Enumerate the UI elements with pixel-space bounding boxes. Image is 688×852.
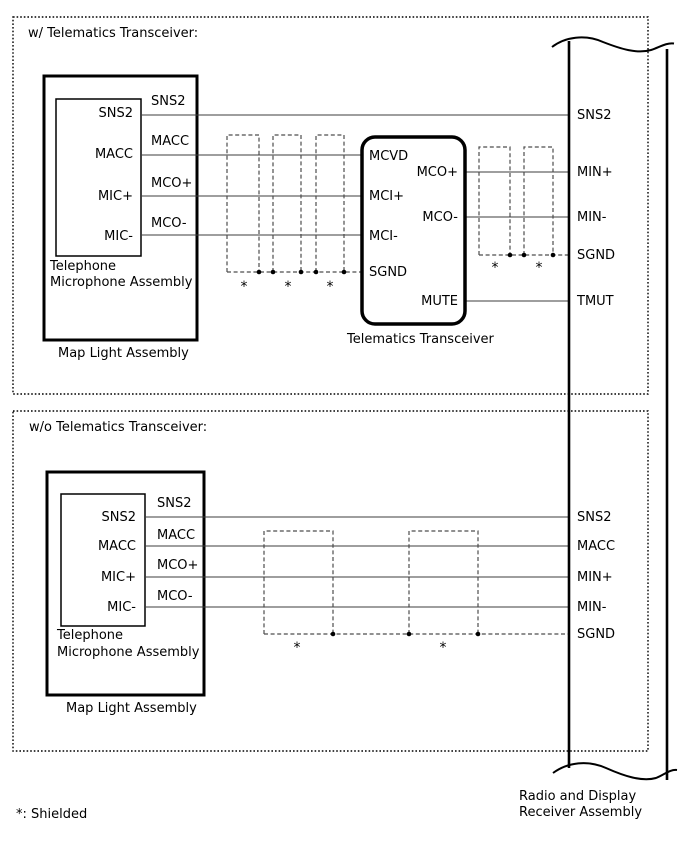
wire-label-mcoplus-top: MCO+: [151, 176, 193, 191]
transceiver-pin-mcominus: MCO-: [422, 210, 458, 225]
wire-label-mcominus-bottom: MCO-: [157, 589, 193, 604]
shield-asterisk: *: [293, 640, 301, 656]
radio-pin-minplus-bottom: MIN+: [577, 570, 613, 585]
radio-pin-minminus-bottom: MIN-: [577, 600, 607, 615]
transceiver-pin-mcoplus: MCO+: [416, 165, 458, 180]
mic-pin-micplus-top: MIC+: [97, 189, 133, 204]
wires-bottom: [145, 517, 568, 607]
wire-label-sns2-bottom: SNS2: [157, 496, 192, 511]
shield-asterisk: *: [491, 260, 499, 276]
radio-pin-sns2-top: SNS2: [577, 108, 612, 123]
radio-pin-sgnd-bottom: SGND: [577, 627, 616, 642]
wire-label-sns2-top: SNS2: [151, 94, 186, 109]
radio-pin-sgnd-top: SGND: [577, 248, 616, 263]
telephone-mic-label-line2-top: Microphone Assembly: [50, 275, 193, 290]
shield-dot: [342, 270, 347, 275]
shield-asterisk: *: [284, 279, 292, 295]
shield-dot: [551, 253, 556, 258]
shield-dot: [508, 253, 513, 258]
shield-dot: [299, 270, 304, 275]
mic-pin-macc-top: MACC: [94, 147, 133, 162]
shield-dot: [314, 270, 319, 275]
shield-asterisk: *: [326, 279, 334, 295]
radio-pin-tmut-top: TMUT: [577, 294, 614, 309]
radio-label-line1: Radio and Display: [519, 789, 637, 804]
wire-label-mcominus-top: MCO-: [151, 216, 187, 231]
transceiver-pin-mute: MUTE: [421, 294, 458, 309]
footnote-shielded: *: Shielded: [16, 807, 88, 822]
mic-pin-micplus-bottom: MIC+: [100, 570, 136, 585]
radio-break-wave-bottom: [553, 763, 677, 779]
shield-dot: [331, 632, 336, 637]
shield-asterisk: *: [535, 260, 543, 276]
map-light-label-top: Map Light Assembly: [58, 346, 189, 361]
shield-dot: [257, 270, 262, 275]
shield-dot: [476, 632, 481, 637]
shield-asterisk: *: [439, 640, 447, 656]
transceiver-pin-mcvd: MCVD: [369, 149, 409, 164]
radio-label-line2: Receiver Assembly: [519, 805, 643, 820]
wire-label-macc-bottom: MACC: [157, 528, 196, 543]
shield-group-right-top: [479, 147, 568, 255]
shield-dot: [271, 270, 276, 275]
shield-dot: [522, 253, 527, 258]
mic-pin-sns2-bottom: SNS2: [101, 510, 136, 525]
transceiver-pin-sgnd: SGND: [369, 265, 408, 280]
mic-pin-micminus-top: MIC-: [104, 229, 133, 244]
section-with-transceiver: [13, 17, 648, 394]
section-with-title: w/ Telematics Transceiver:: [28, 26, 199, 41]
shield-dot: [407, 632, 412, 637]
telephone-mic-label-line1-bottom: Telephone: [57, 628, 124, 643]
section-with-border: [13, 17, 648, 394]
radio-pin-macc-bottom: MACC: [577, 539, 616, 554]
mic-pin-macc-bottom: MACC: [97, 539, 136, 554]
wires-top: [141, 115, 568, 301]
transceiver-pin-mciminus: MCI-: [369, 229, 398, 244]
wire-label-macc-top: MACC: [151, 134, 190, 149]
radio-receiver-assembly: [519, 37, 677, 820]
shield-asterisk: *: [240, 279, 248, 295]
map-light-label-bottom: Map Light Assembly: [66, 701, 197, 716]
section-without-title: w/o Telematics Transceiver:: [29, 420, 208, 435]
telephone-mic-label-line2-bottom: Microphone Assembly: [57, 645, 200, 660]
wire-label-mcoplus-bottom: MCO+: [157, 558, 199, 573]
mic-pin-micminus-bottom: MIC-: [107, 600, 136, 615]
transceiver-pin-mciplus: MCI+: [369, 189, 405, 204]
mic-pin-sns2-top: SNS2: [98, 106, 133, 121]
section-without-transceiver: [13, 411, 648, 751]
radio-pin-sns2-bottom: SNS2: [577, 510, 612, 525]
radio-pin-minminus-top: MIN-: [577, 210, 607, 225]
radio-pin-minplus-top: MIN+: [577, 165, 613, 180]
telephone-mic-label-line1-top: Telephone: [50, 259, 117, 274]
transceiver-label: Telematics Transceiver: [347, 332, 494, 347]
